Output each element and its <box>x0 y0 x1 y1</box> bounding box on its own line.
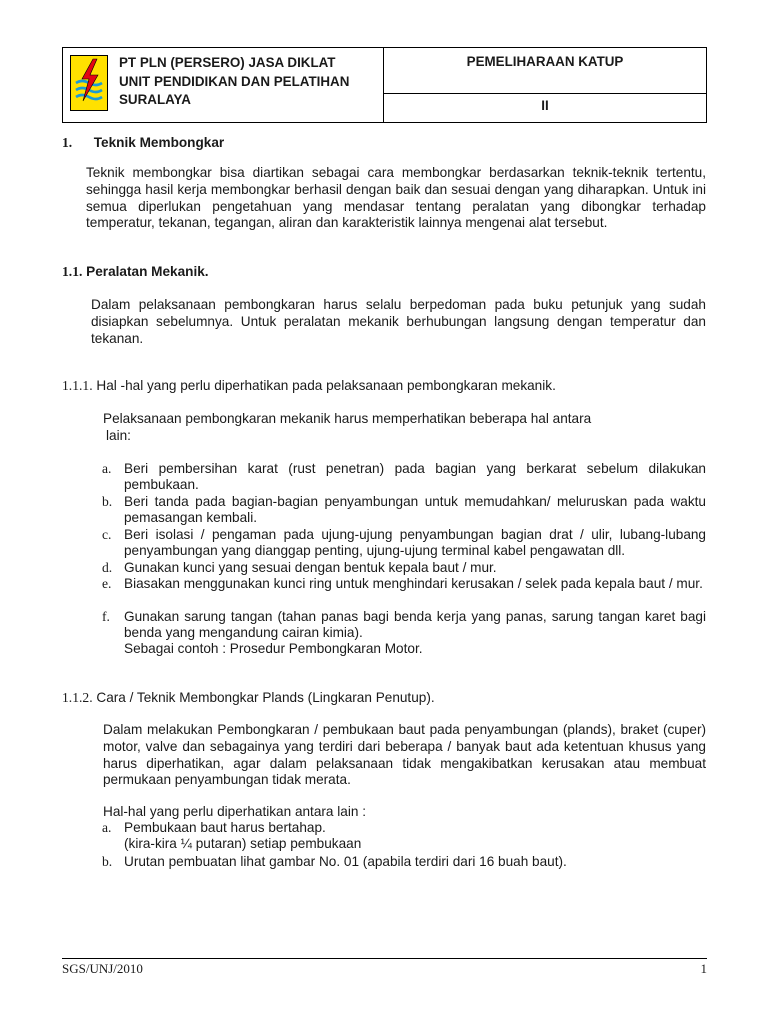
list-marker: a. <box>102 820 112 835</box>
list-item <box>102 609 706 642</box>
footer-code: SGS/UNJ/2010 <box>62 961 143 976</box>
list-item <box>102 820 706 853</box>
list-item-text: Urutan pembuatan lihat gambar No. 01 (apabila terdiri dari 16 buah baut). <box>124 854 567 869</box>
section-1-1-heading <box>62 264 209 280</box>
list-item-text: Biasakan menggunakan kunci ring untuk menghindari kerusakan / selek pada kepala baut / mur. <box>124 576 703 591</box>
section-number: 1.1.2. <box>62 690 93 705</box>
list-item-line: (kira-kira ¼ putaran) setiap pembukaan <box>124 836 362 852</box>
footer-divider <box>62 958 707 959</box>
header-divider-horizontal <box>383 93 706 94</box>
section-1-paragraph: Teknik membongkar bisa diartikan sebagai cara membongkar berdasarkan teknik-teknik tertentu, sehingga hasil kerja membongkar berhasil dengan baik dan sesuai dengan yang diharapkan. Untuk ini semua diperlukan pengetahuan yang mendasar tentang peralatan yang dibongkar terhadap temperatur, tekanan, tegangan, aliran dan karakteristik lainnya mengenai alat tersebut. <box>86 165 706 231</box>
org-line: PT PLN (PERSERO) JASA DIKLAT <box>119 55 336 70</box>
intro-line: lain: <box>106 427 131 443</box>
list-marker: e. <box>102 576 112 591</box>
pln-logo-icon <box>70 55 108 111</box>
list-item-text: Beri pembersihan karat (rust penetran) pada bagian yang berkarat sebelum dilakukan pembukaan. <box>124 461 706 493</box>
intro-line: Pelaksanaan pembongkaran mekanik harus memperhatikan beberapa hal antara <box>103 411 592 426</box>
document-header <box>62 47 707 123</box>
list-intro: Hal-hal yang perlu diperhatikan antara lain : <box>103 804 366 819</box>
section-1-heading <box>62 135 224 151</box>
list-item-text: Beri tanda pada bagian-bagian penyambungan untuk memudahkan/ meluruskan pada waktu pemasangan kembali. <box>124 494 706 526</box>
example-note: Sebagai contoh : Prosedur Pembongkaran Motor. <box>124 641 423 656</box>
list-marker: c. <box>102 527 112 542</box>
section-title: Teknik Membongkar <box>93 135 225 150</box>
section-number: 1.1. <box>62 264 83 279</box>
section-1-1-paragraph: Dalam pelaksanaan pembongkaran harus selalu berpedoman pada buku petunjuk yang sudah disiapkan sebelumnya. Untuk peralatan mekanik berhubungan langsung dengan temperatur dan tekanan. <box>91 297 706 346</box>
section-1-1-2-paragraph: Dalam melakukan Pembongkaran / pembukaan baut pada penyambungan (plands), braket (cuper) motor, valve dan sebagainya yang terdiri dari beberapa / banyak baut ada ketentuan khusus yang harus diperhatikan, agar dalam pelaksanaan tidak mengakibatkan kerusakan atau membuat permukaan penyambungan tidak merata. <box>103 722 706 788</box>
chapter-number: II <box>541 98 549 113</box>
document-title: PEMELIHARAAN KATUP <box>466 54 624 69</box>
list-marker: b. <box>102 494 113 509</box>
list-item-text: Gunakan kunci yang sesuai dengan bentuk kepala baut / mur. <box>124 560 497 575</box>
organization-name <box>119 54 349 110</box>
list-item-text <box>124 820 706 853</box>
list-item <box>102 854 706 870</box>
list-item-text: Gunakan sarung tangan (tahan panas bagi benda kerja yang panas, sarung tangan karet bagi benda yang mengandung cairan kimia). <box>124 609 706 641</box>
list-marker: f. <box>102 609 110 624</box>
section-1-1-2-heading <box>62 690 435 706</box>
section-1-1-1-heading <box>62 378 556 394</box>
page-number: 1 <box>700 961 707 976</box>
section-title: Hal -hal yang perlu diperhatikan pada pelaksanaan pembongkaran mekanik. <box>96 378 556 393</box>
list-marker: b. <box>102 854 113 869</box>
org-line: UNIT PENDIDIKAN DAN PELATIHAN <box>119 73 350 89</box>
list-item-text: Beri isolasi / pengaman pada ujung-ujung penyambungan bagian drat / ulir, lubang-lubang penyambungan yang dianggap penting, ujung-ujung terminal kabel pengawatan dll. <box>124 527 706 559</box>
list-item <box>102 576 706 592</box>
list-item-line: Pembukaan baut harus bertahap. <box>124 820 326 835</box>
list-marker: d. <box>102 560 113 575</box>
list-marker: a. <box>102 461 112 476</box>
org-line: SURALAYA <box>119 92 191 107</box>
section-1-1-1-intro <box>103 411 591 444</box>
list-item <box>102 527 706 560</box>
section-number: 1. <box>62 135 73 150</box>
section-title: Peralatan Mekanik. <box>86 264 209 279</box>
list-item <box>102 461 706 494</box>
list-item <box>102 560 706 576</box>
section-title: Cara / Teknik Membongkar Plands (Lingkaran Penutup). <box>96 690 435 705</box>
list-item <box>102 494 706 527</box>
section-number: 1.1.1. <box>62 378 93 393</box>
